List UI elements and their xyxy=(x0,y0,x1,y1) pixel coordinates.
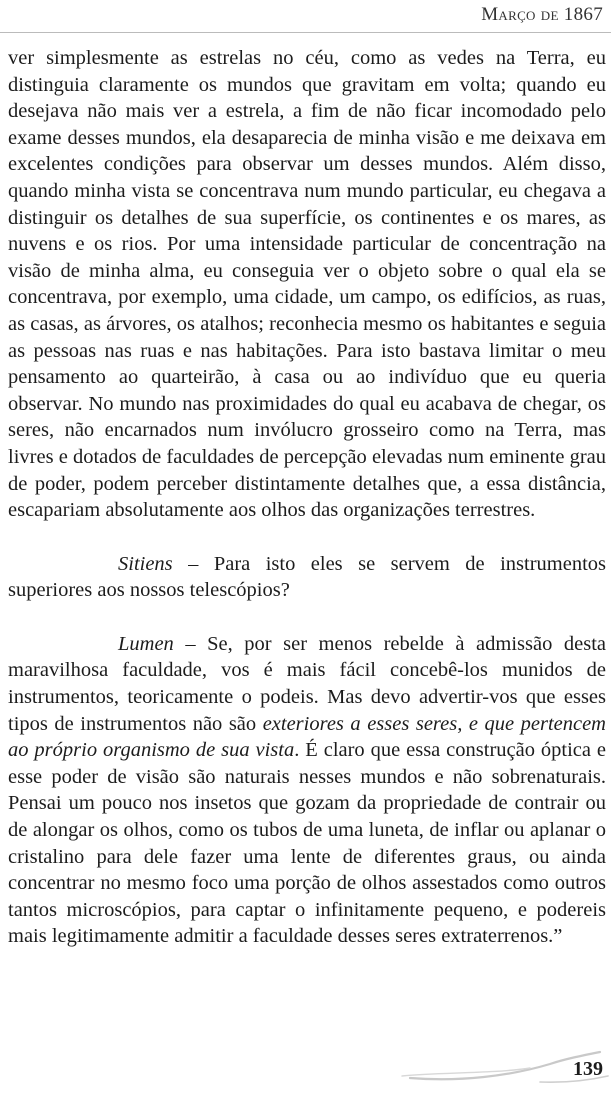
header-year: 1867 xyxy=(563,4,603,25)
paragraph-2-text: – Para isto eles se servem de instrumentos superiores aos nossos telescópios? xyxy=(8,552,606,602)
paragraph-3-text-b: . É claro que essa construção óptica e esse poder de visão são naturais nesses mundos e não sobrenaturais. Pensai um pouco nos insetos que gozam da propriedade de contrair ou de alongar os olhos, como os tubos de uma luneta, de inflar ou aplanar o cristalino para dele fazer uma lente de diferentes graus, ou ainda concentrar no mesmo foco uma porção de olhos assestados como outros tantos microscópios, para captar o infinitamente pequeno, e podereis mais legitimamente admitir a faculdade desses seres extraterrenos.” xyxy=(8,739,607,948)
paragraph-3 xyxy=(8,631,606,950)
speaker-lumen: Lumen xyxy=(118,632,174,655)
header-month: Março de xyxy=(481,4,559,25)
paragraph-3-emphasis: exteriores a esses seres, e que pertencem ao próprio organismo de sua vista xyxy=(8,712,606,762)
speaker-sitiens: Sitiens xyxy=(118,552,173,575)
running-header xyxy=(481,4,603,26)
paragraph-2 xyxy=(8,551,606,604)
page-body xyxy=(8,45,606,950)
header-rule xyxy=(0,32,611,33)
paragraph-1: ver simplesmente as estrelas no céu, como as vedes na Terra, eu distinguia claramente os mundos que gravitam em volta; quando eu desejava não mais ver a estrela, a fim de não ficar incomodado pelo exame desses mundos, ela desaparecia de minha visão e me deixava em excelentes condições para observar um desses mundos. Além disso, quando minha vista se concentrava num mundo particular, eu chegava a distinguir os detalhes de sua superfície, os continentes e os mares, as nuvens e os rios. Por uma intensidade particular de concentração na visão de minha alma, eu conseguia ver o objeto sobre o qual ela se concentrava, por exemplo, uma cidade, um campo, os edifícios, as ruas, as casas, as árvores, os atalhos; reconhecia mesmo os habitantes e seguia as pessoas nas ruas e nas habitações. Para isto bastava limitar o meu pensamento ao quarteirão, à casa ou ao indivíduo que eu queria observar. No mundo nas proximidades do qual eu acabava de chegar, os seres, não encarnados num invólucro grosseiro como na Terra, mas livres e dotados de faculdades de percepção elevadas num eminente grau de poder, podem perceber distintamente detalhes que, a essa distância, escapariam absolutamente aos olhos das organizações terrestres. xyxy=(8,47,606,522)
page-number: 139 xyxy=(573,1058,603,1080)
paragraph-3-text-a: – Se, por ser menos rebelde à admissão desta maravilhosa faculdade, vos é mais fácil concebê-los munidos de instrumentos, teoricamente o podeis. Mas devo advertir-vos que esses tipos de instrumentos não são xyxy=(8,632,606,735)
